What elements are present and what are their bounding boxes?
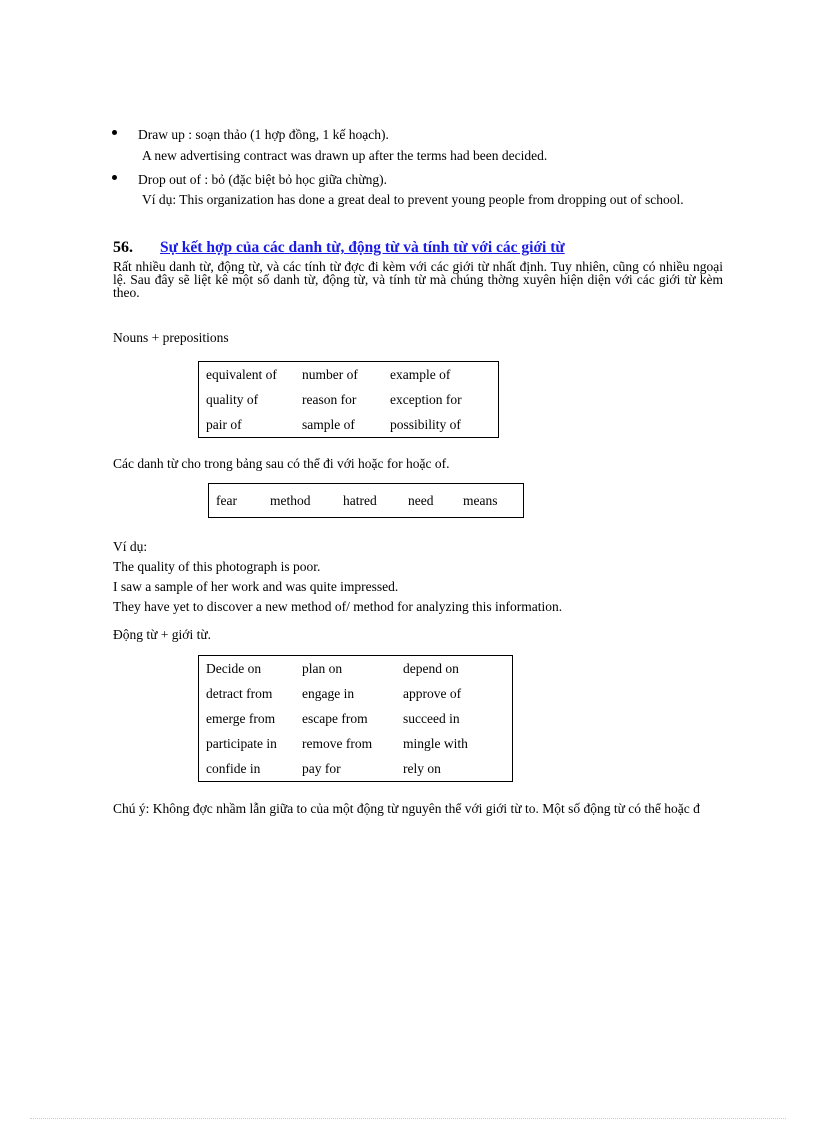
table-cell: Decide on	[206, 660, 262, 676]
table-cell: participate in	[206, 735, 277, 751]
table-cell: quality of	[206, 391, 259, 407]
table-cell: number of	[302, 366, 358, 382]
example-line: They have yet to discover a new method of/ method for analyzing this information.	[113, 599, 563, 614]
table-row	[199, 706, 513, 731]
table-row	[199, 656, 513, 682]
table-row	[199, 681, 513, 706]
table-cell: equivalent of	[206, 366, 277, 382]
verbs-table	[198, 655, 513, 782]
example-line: The quality of this photograph is poor.	[113, 559, 321, 574]
nouns-table	[198, 361, 499, 438]
table-row	[199, 756, 513, 782]
bullet-dot-icon	[112, 130, 117, 135]
table-row	[199, 412, 499, 438]
table-cell: possibility of	[390, 416, 461, 432]
table-cell: remove from	[302, 735, 373, 751]
word-method: method	[270, 493, 311, 508]
verbs-heading: Động từ + giới từ.	[113, 627, 212, 642]
table-cell: pair of	[206, 416, 242, 432]
bullet-example-draw-up: A new advertising contract was drawn up after the terms had been decided.	[142, 148, 548, 163]
nouns-note: Các danh từ cho trong bảng sau có thể đi với hoặc for hoặc of.	[113, 456, 450, 471]
table-row	[199, 387, 499, 412]
table-cell: plan on	[302, 660, 343, 676]
section-title[interactable]: Sự kết hợp của các danh từ, động từ và tính từ với các giới từ	[160, 239, 565, 256]
bullet-dot-icon	[112, 175, 117, 180]
noun-word-box	[208, 483, 524, 518]
table-row	[199, 731, 513, 756]
table-cell: emerge from	[206, 710, 276, 726]
table-cell: mingle with	[403, 735, 468, 751]
table-cell: sample of	[302, 416, 355, 432]
bullet-term-drop-out-of: Drop out of : bỏ (đặc biệt bỏ học giữa chừng).	[138, 172, 387, 187]
section-intro: Rất nhiều danh từ, động từ, và các tính từ đợc đi kèm với các giới từ nhất định. Tuy nhiên, cũng có nhiều ngoại lệ. Sau đây sẽ liệt kê một số danh từ, động từ, và tính từ mà chúng thờng xuyên hiện diện với các giới từ kèm theo.	[113, 259, 723, 300]
bullet-term-draw-up: Draw up : soạn thảo (1 hợp đồng, 1 kế hoạch).	[138, 127, 389, 142]
page-bottom-border	[30, 1118, 786, 1119]
bullet-example-drop-out-of: Ví dụ: This organization has done a great deal to prevent young people from dropping out of school.	[142, 192, 684, 207]
table-cell: pay for	[302, 760, 341, 776]
word-need: need	[408, 493, 434, 508]
example-line: I saw a sample of her work and was quite impressed.	[113, 579, 399, 594]
table-cell: reason for	[302, 391, 357, 407]
table-cell: depend on	[403, 660, 459, 676]
table-cell: escape from	[302, 710, 368, 726]
table-row	[199, 362, 499, 388]
table-cell: approve of	[403, 685, 462, 701]
examples-heading: Ví dụ:	[113, 539, 148, 554]
table-cell: detract from	[206, 685, 273, 701]
table-cell: engage in	[302, 685, 355, 701]
table-cell: example of	[390, 366, 451, 382]
word-means: means	[463, 493, 498, 508]
table-cell: exception for	[390, 391, 462, 407]
table-cell: rely on	[403, 760, 441, 776]
section-number: 56.	[113, 239, 133, 256]
table-cell: confide in	[206, 760, 261, 776]
note-paragraph: Chú ý: Không đợc nhầm lẫn giữa to của một động từ nguyên thể với giới từ to. Một số động từ có thể hoặc đ	[113, 801, 700, 816]
table-cell: succeed in	[403, 710, 460, 726]
word-fear: fear	[216, 493, 237, 508]
nouns-heading: Nouns + prepositions	[113, 330, 229, 345]
word-hatred: hatred	[343, 493, 377, 508]
